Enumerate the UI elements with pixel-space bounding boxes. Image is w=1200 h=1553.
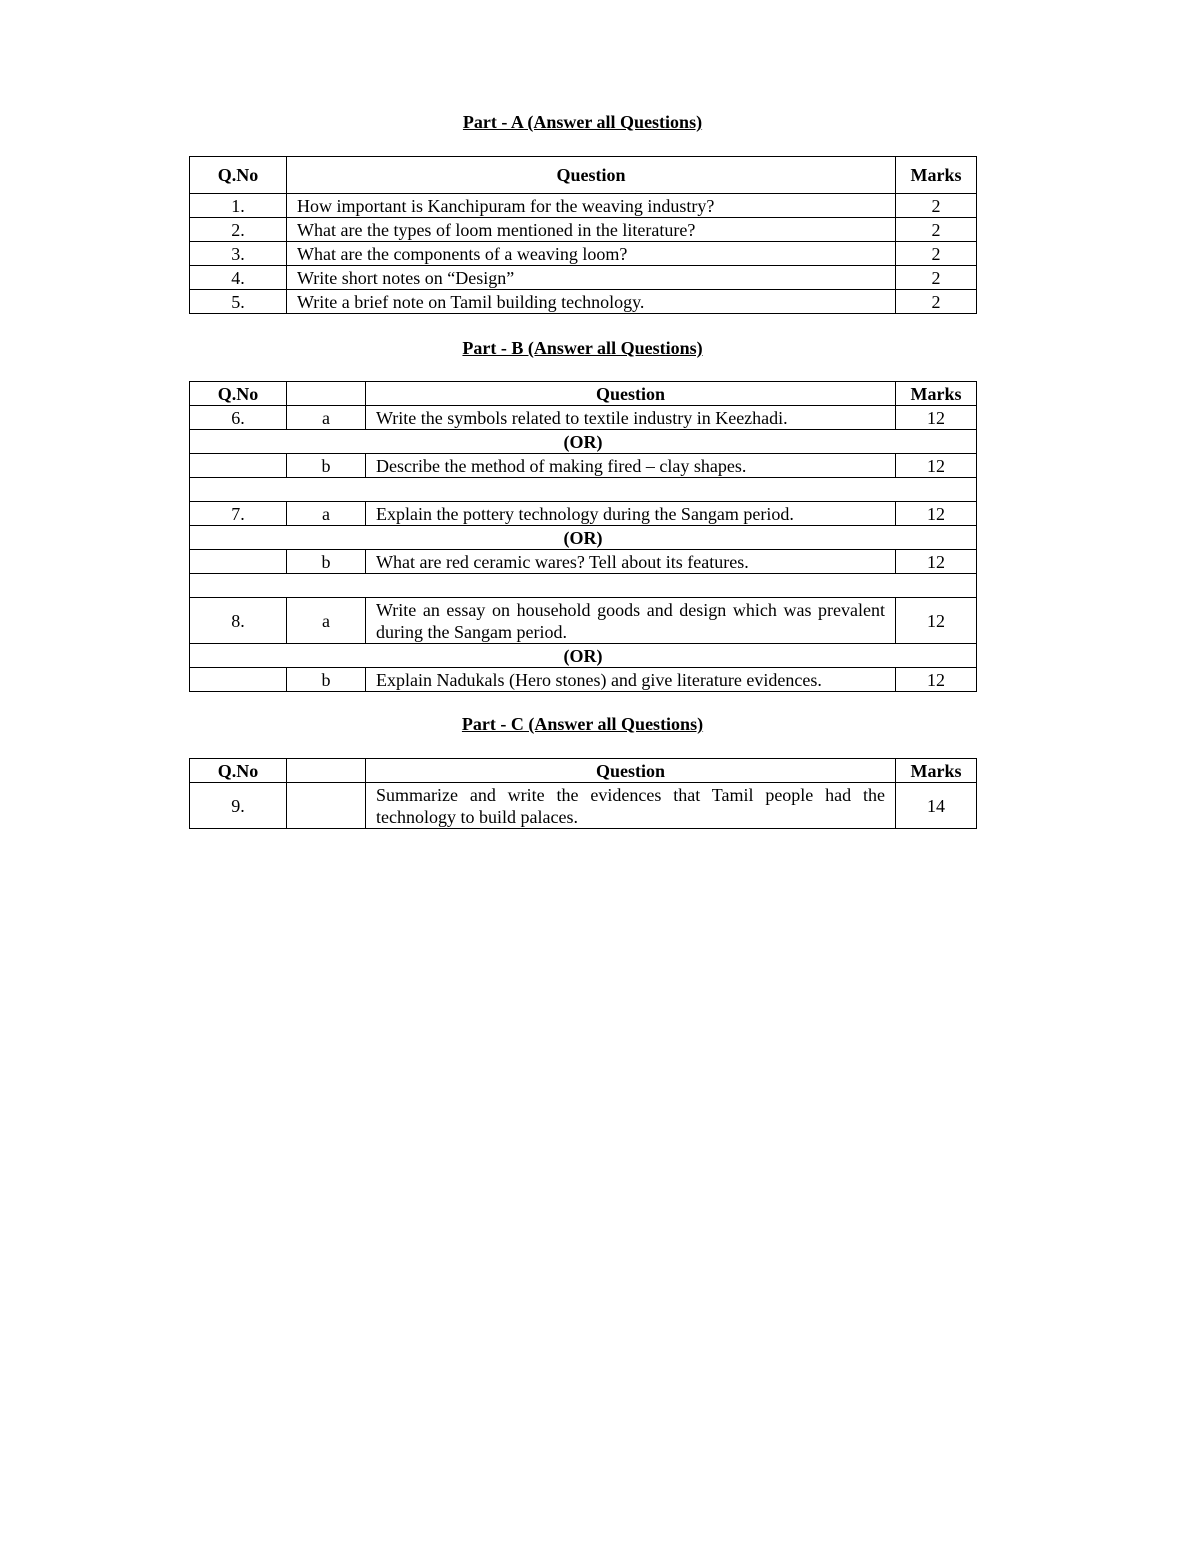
option-label-cell (287, 783, 366, 829)
or-row (190, 430, 977, 454)
sub-header (287, 759, 366, 783)
marks-cell: 12 (896, 668, 977, 692)
qno-cell: 7. (190, 502, 287, 526)
part-b-title: Part - B (Answer all Questions) (462, 338, 703, 358)
spacer-cell (190, 478, 977, 502)
qno-cell (190, 668, 287, 692)
marks-cell: 12 (896, 502, 977, 526)
table-header-row (190, 157, 977, 194)
or-row (190, 644, 977, 668)
question-cell: Write the symbols related to textile industry in Keezhadi. (366, 406, 896, 430)
table-header-row (190, 382, 977, 406)
qno-cell: 8. (190, 598, 287, 644)
marks-cell: 12 (896, 406, 977, 430)
part-a-title: Part - A (Answer all Questions) (462, 112, 703, 132)
qno-cell: 1. (190, 194, 287, 218)
marks-cell: 2 (896, 242, 977, 266)
qno-cell: 9. (190, 783, 287, 829)
marks-cell: 12 (896, 550, 977, 574)
question-cell: What are red ceramic wares? Tell about its features. (366, 550, 896, 574)
table-row (190, 598, 977, 644)
qno-cell: 4. (190, 266, 287, 290)
marks-cell: 2 (896, 290, 977, 314)
marks-cell: 2 (896, 218, 977, 242)
sub-header (287, 382, 366, 406)
table-row (190, 668, 977, 692)
option-label-cell: a (287, 598, 366, 644)
part-c-table (189, 758, 977, 829)
table-row (190, 550, 977, 574)
part-b-table (189, 381, 977, 692)
qno-header: Q.No (190, 157, 287, 194)
question-header: Question (287, 157, 896, 194)
spacer-row (190, 574, 977, 598)
question-header: Question (366, 382, 896, 406)
marks-cell: 2 (896, 266, 977, 290)
table-row (190, 406, 977, 430)
spacer-row (190, 478, 977, 502)
option-label-cell: a (287, 502, 366, 526)
table-header-row (190, 759, 977, 783)
table-row (190, 218, 977, 242)
question-cell: Explain Nadukals (Hero stones) and give literature evidences. (366, 668, 896, 692)
table-row (190, 266, 977, 290)
part-c-title: Part - C (Answer all Questions) (461, 714, 704, 734)
question-cell: What are the components of a weaving loom? (287, 242, 896, 266)
spacer-cell (190, 574, 977, 598)
qno-cell: 3. (190, 242, 287, 266)
or-label: (OR) (190, 526, 977, 550)
qno-header: Q.No (190, 759, 287, 783)
qno-cell: 2. (190, 218, 287, 242)
table-row (190, 454, 977, 478)
question-cell: Write an essay on household goods and design which was prevalent during the Sangam period. (366, 598, 896, 644)
marks-cell: 12 (896, 598, 977, 644)
table-row (190, 242, 977, 266)
table-row (190, 502, 977, 526)
marks-header: Marks (896, 759, 977, 783)
question-cell: Write a brief note on Tamil building technology. (287, 290, 896, 314)
question-cell: Describe the method of making fired – clay shapes. (366, 454, 896, 478)
option-label-cell: b (287, 668, 366, 692)
qno-cell (190, 550, 287, 574)
qno-cell: 5. (190, 290, 287, 314)
question-cell: Explain the pottery technology during the Sangam period. (366, 502, 896, 526)
option-label-cell: a (287, 406, 366, 430)
question-cell: How important is Kanchipuram for the weaving industry? (287, 194, 896, 218)
qno-cell: 6. (190, 406, 287, 430)
option-label-cell: b (287, 550, 366, 574)
question-cell: Summarize and write the evidences that Tamil people had the technology to build palaces. (366, 783, 896, 829)
table-row (190, 194, 977, 218)
or-row (190, 526, 977, 550)
or-label: (OR) (190, 644, 977, 668)
marks-cell: 14 (896, 783, 977, 829)
question-cell: Write short notes on “Design” (287, 266, 896, 290)
part-a-table (189, 156, 977, 314)
option-label-cell: b (287, 454, 366, 478)
question-header: Question (366, 759, 896, 783)
table-row (190, 783, 977, 829)
qno-cell (190, 454, 287, 478)
marks-cell: 12 (896, 454, 977, 478)
marks-header: Marks (896, 382, 977, 406)
marks-header: Marks (896, 157, 977, 194)
or-label: (OR) (190, 430, 977, 454)
marks-cell: 2 (896, 194, 977, 218)
table-row (190, 290, 977, 314)
qno-header: Q.No (190, 382, 287, 406)
question-cell: What are the types of loom mentioned in the literature? (287, 218, 896, 242)
